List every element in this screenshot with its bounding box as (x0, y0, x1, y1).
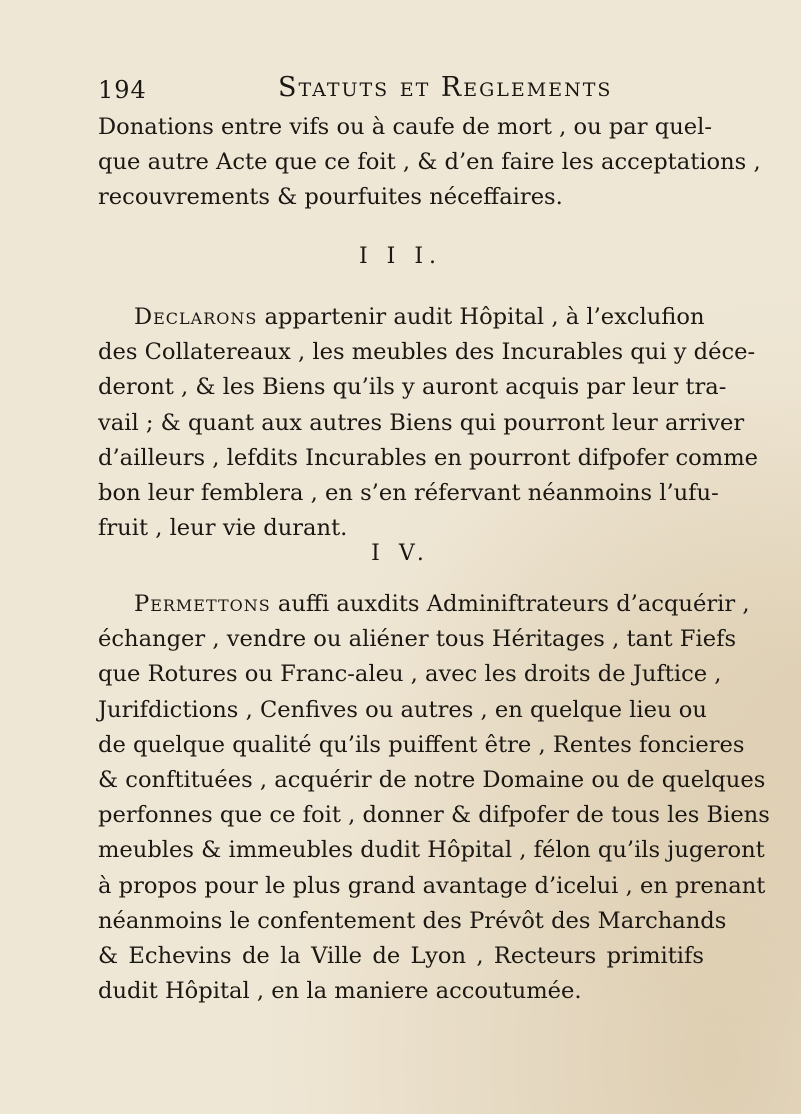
text-line: des Collatereaux , les meubles des Incurables qui y déce- (98, 339, 756, 366)
text-fragment: auffi auxdits Adminiftrateurs d’acquérir , (270, 591, 750, 617)
text-line: recouvrements & pourfuites néceffaires. (98, 184, 563, 211)
text-line: & Echevins de la Ville de Lyon , Recteurs primitifs (98, 943, 704, 970)
paragraph-continuation (98, 110, 761, 216)
section-number-4: I V. (371, 541, 430, 566)
text-line: d’ailleurs , lefdits Incurables en pourront difpofer comme (98, 444, 758, 471)
section-3-paragraph (98, 300, 758, 546)
text-line: Donations entre vifs ou à caufe de mort , ou par quel- (98, 114, 713, 140)
lead-word: Permettons (134, 591, 271, 617)
section-number-3: I I I. (358, 244, 443, 269)
text-line: fruit , leur vie durant. (98, 515, 348, 542)
text-line (98, 587, 750, 622)
text-line: échanger , vendre ou aliéner tous Héritages , tant Fiefs (98, 626, 737, 653)
page-number: 194 (98, 76, 147, 104)
text-line: de quelque qualité qu’ils puiffent être , Rentes foncieres (98, 731, 745, 758)
text-line: bon leur femblera , en s’en réfervant néanmoins l’ufu- (98, 480, 719, 507)
page-header (98, 72, 698, 108)
lead-word: Declarons (134, 304, 258, 330)
text-line: que autre Acte que ce foit , & d’en faire les acceptations , (98, 149, 761, 176)
text-line (98, 300, 704, 335)
text-line: deront , & les Biens qu’ils y auront acquis par leur tra- (98, 374, 727, 401)
text-line: perfonnes que ce foit , donner & difpofer de tous les Biens (98, 802, 770, 829)
running-title: Statuts et Reglements (278, 72, 613, 103)
text-line: que Rotures ou Franc-aleu , avec les droits de Juftice , (98, 661, 722, 688)
text-line: Jurifdictions , Cenfives ou autres , en quelque lieu ou (98, 696, 707, 723)
section-4-paragraph (98, 587, 770, 1009)
text-fragment: appartenir audit Hôpital , à l’exclufion (257, 304, 705, 330)
text-line: & conftituées , acquérir de notre Domaine ou de quelques (98, 767, 766, 794)
text-line: néanmoins le confentement des Prévôt des Marchands (98, 907, 727, 934)
text-line: meubles & immeubles dudit Hôpital , félon qu’ils jugeront (98, 837, 765, 864)
text-line: vail ; & quant aux autres Biens qui pourront leur arriver (98, 409, 745, 436)
text-line: dudit Hôpital , en la maniere accoutumée. (98, 978, 582, 1005)
text-line: à propos pour le plus grand avantage d’icelui , en prenant (98, 872, 766, 899)
